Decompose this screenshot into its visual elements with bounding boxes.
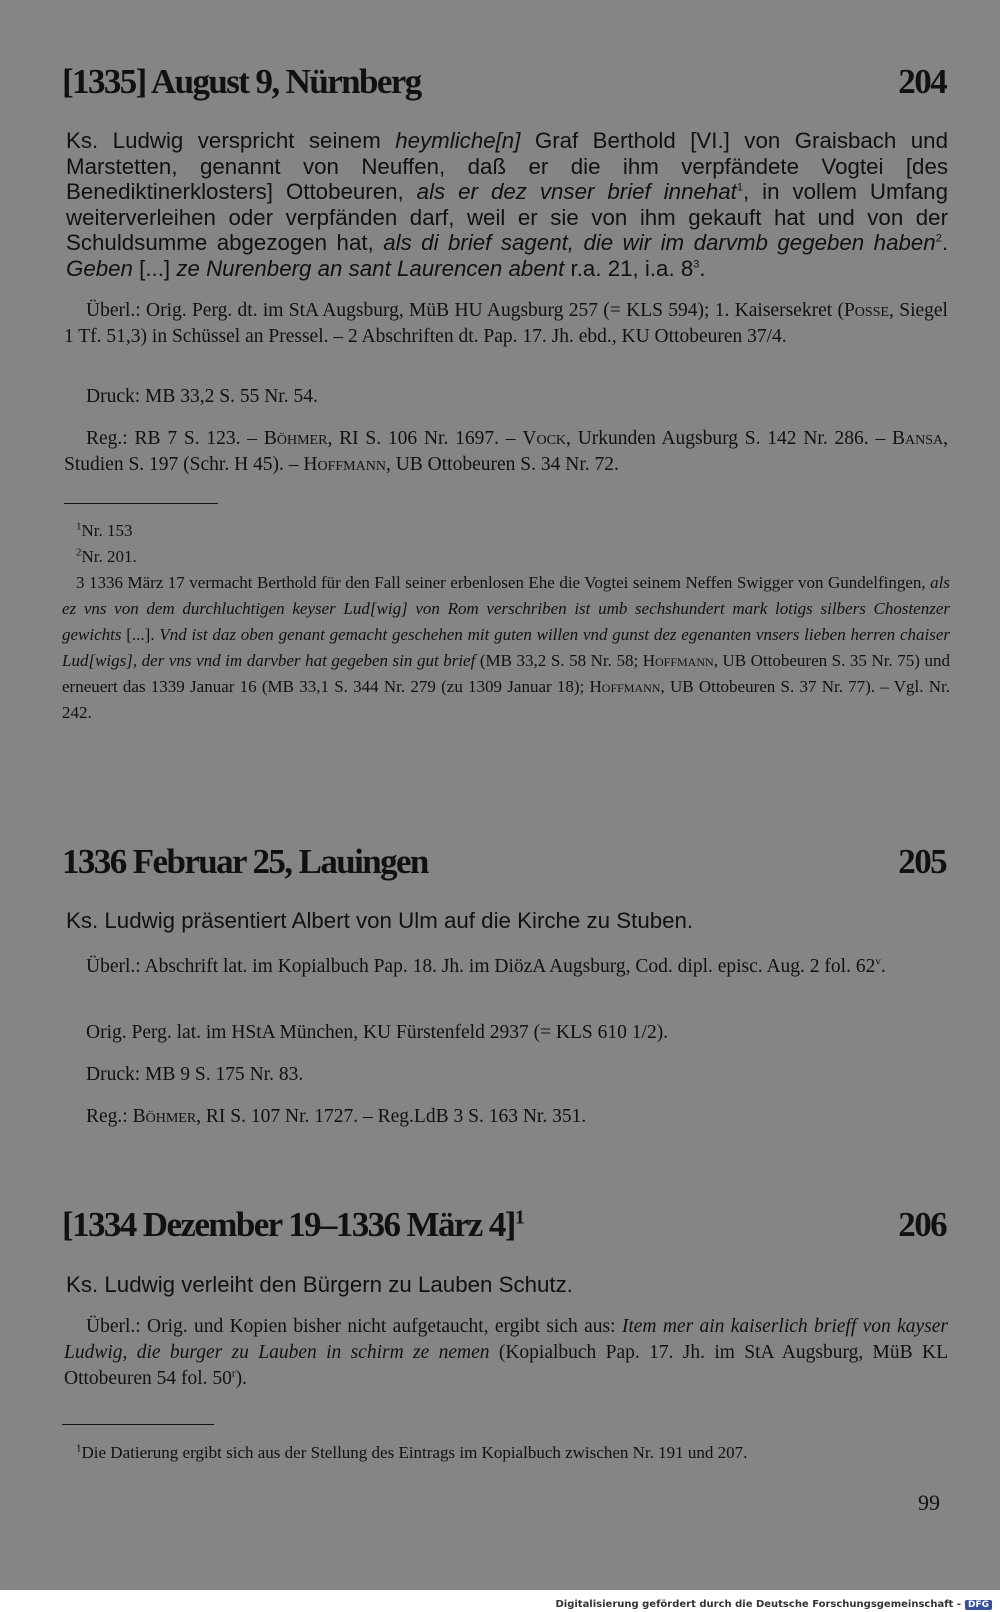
entry-205-reg bbox=[64, 1104, 948, 1130]
text: , UB Ottobeuren S. 37 Nr. 77). – Vgl. Nr. 242. bbox=[62, 677, 950, 722]
text: , Studien S. 197 (Schr. H 45). – bbox=[64, 428, 949, 475]
text: , Urkunden Augsburg S. 142 Nr. 286. – bbox=[566, 428, 893, 449]
entry-204-footnote-3 bbox=[62, 570, 950, 726]
text: . bbox=[880, 956, 886, 977]
footnote-number: 2 bbox=[76, 546, 82, 559]
text: . bbox=[699, 255, 706, 281]
text: Die Datierung ergibt sich aus der Stellung des Eintrags im Kopialbuch zwischen Nr. 191 und 207. bbox=[81, 1443, 748, 1462]
quote: Geben bbox=[66, 255, 133, 281]
entry-206-heading bbox=[62, 1205, 946, 1245]
text: Überl.: Orig. und Kopien bisher nicht aufgetaucht, ergibt sich aus: bbox=[86, 1316, 622, 1337]
quote: heymliche[n] bbox=[395, 128, 521, 153]
text: Ks. Ludwig verleiht den Bürgern zu Lauben Schutz. bbox=[66, 1272, 573, 1297]
footnote-number: 3 bbox=[76, 573, 85, 592]
footnote-ref: 3 bbox=[693, 258, 700, 271]
author: Bansa bbox=[892, 428, 944, 449]
text: , UB Ottobeuren S. 35 Nr. 75) und erneuert das 1339 Januar 16 (MB 33,1 S. 344 Nr. 279 (zu 1309 Januar 18); bbox=[62, 651, 950, 696]
text: Überl.: Orig. Perg. dt. im StA Augsburg, MüB HU Augsburg 257 (= KLS 594); 1. Kaisersekret ( bbox=[86, 300, 844, 321]
text: , RI S. 106 Nr. 1697. – bbox=[327, 428, 523, 449]
text: Ks. Ludwig präsentiert Albert von Ulm auf die Kirche zu Stuben. bbox=[66, 908, 694, 933]
text: , in vollem Umfang weiterverleihen oder verpfänden darf, weil er sie von ihm gekauft hat und von der Schuldsumme abgezogen hat, bbox=[66, 179, 948, 255]
entry-204-reg bbox=[64, 426, 948, 478]
text: r.a. 21, i.a. 8 bbox=[564, 255, 694, 281]
entry-date-place bbox=[62, 1205, 523, 1245]
quote: als ez vns von dem durchluchtigen keyser Lud[wig] von Rom verschriben ist umb sechshundert mark lotigs silbers Chostenzer gewichts bbox=[62, 573, 950, 644]
entry-205-summary bbox=[66, 908, 948, 934]
author: Vock bbox=[522, 428, 567, 449]
entry-date-place: [1335] August 9, Nürnberg bbox=[62, 62, 421, 101]
entry-205-druck bbox=[64, 1062, 948, 1088]
text: Graf Berthold [VI.] von Graisbach und Marstetten, genannt von Neuffen, daß er die ihm verpfändete Vogtei [des Benediktinerklosters] Ottobeuren, bbox=[66, 128, 948, 204]
entry-204-footnote-1 bbox=[62, 518, 950, 544]
text: Nr. 201. bbox=[81, 547, 137, 566]
entry-206-summary bbox=[66, 1272, 948, 1298]
author: Böhmer bbox=[132, 1106, 197, 1127]
author: Hoffmann bbox=[589, 677, 661, 696]
text: (Kopialbuch Pap. 17. Jh. im StA Augsburg, MüB KL Ottobeuren 54 fol. 50 bbox=[64, 1342, 948, 1389]
quote: Vnd ist daz oben genant gemacht geschehen mit guten willen vnd gunst dez egenanten vnsers lieben herren chaiser Lud[wigs], der vns vnd im darvber hat gegeben sin gut brief bbox=[62, 625, 950, 670]
quote: als er dez vnser brief innehat bbox=[416, 179, 737, 204]
footnote-ref: 1 bbox=[514, 1206, 524, 1229]
entry-205-uberl bbox=[64, 954, 948, 980]
text: , UB Ottobeuren S. 34 Nr. 72. bbox=[385, 454, 619, 475]
entry-204-uberl bbox=[64, 298, 948, 350]
text: Nr. 153 bbox=[81, 521, 133, 540]
entry-date-place: 1336 Februar 25, Lauingen bbox=[62, 842, 428, 881]
heading-text: [1334 Dezember 19–1336 März 4] bbox=[62, 1205, 515, 1244]
text: [...] bbox=[132, 255, 177, 281]
page-number: 99 bbox=[918, 1490, 940, 1515]
text: (MB 33,2 S. 58 Nr. 58; bbox=[475, 651, 643, 670]
author: Posse bbox=[843, 300, 890, 321]
folio-side: v bbox=[875, 955, 881, 968]
text: Orig. Perg. lat. im HStA München, KU Fürstenfeld 2937 (= KLS 610 1/2). bbox=[86, 1022, 669, 1043]
footnote-ref: 1 bbox=[736, 181, 743, 194]
entry-204-summary bbox=[66, 128, 948, 281]
text: 1336 März 17 vermacht Berthold für den Fall seiner erbenlosen Ehe die Vogtei seinem Neffen Swigger von Gundelfingen, bbox=[84, 573, 931, 592]
footer-text: Digitalisierung gefördert durch die Deutsche Forschungsgemeinschaft - bbox=[555, 1599, 961, 1610]
footnote-ref: 2 bbox=[935, 232, 942, 245]
text: ). bbox=[235, 1368, 247, 1389]
entry-number: 204 bbox=[898, 62, 946, 101]
entry-204-heading bbox=[62, 62, 946, 102]
text: Reg.: bbox=[86, 1106, 133, 1127]
entry-205-heading bbox=[62, 842, 946, 882]
text: Überl.: Abschrift lat. im Kopialbuch Pap. 18. Jh. im DiözA Augsburg, Cod. dipl. episc. Aug. 2 fol. 62 bbox=[86, 956, 876, 977]
footnote-divider bbox=[62, 1424, 214, 1425]
digitization-footer bbox=[555, 1599, 992, 1610]
text: Druck: MB 33,2 S. 55 Nr. 54. bbox=[86, 386, 318, 407]
text: Reg.: RB 7 S. 123. – bbox=[86, 428, 264, 449]
entry-number: 205 bbox=[898, 842, 946, 881]
entry-206-footnote-1 bbox=[62, 1440, 950, 1466]
quote: Item mer ain kaiserlich brieff von kayser Ludwig, die burger zu Lauben in schirm ze nemen bbox=[64, 1316, 948, 1363]
footnote-number: 1 bbox=[76, 520, 82, 533]
footnote-divider bbox=[64, 503, 218, 504]
folio-side: r bbox=[231, 1367, 236, 1380]
entry-206-uberl bbox=[64, 1314, 948, 1392]
author: Hoffmann bbox=[303, 454, 386, 475]
text: , RI S. 107 Nr. 1727. – Reg.LdB 3 S. 163 Nr. 351. bbox=[196, 1106, 587, 1127]
entry-205-orig bbox=[64, 1020, 948, 1046]
entry-number: 206 bbox=[898, 1205, 946, 1244]
text: [...]. bbox=[121, 625, 160, 644]
text: Druck: MB 9 S. 175 Nr. 83. bbox=[86, 1064, 304, 1085]
footnote-number: 1 bbox=[76, 1442, 82, 1455]
quote: ze Nurenberg an sant Laurencen abent bbox=[176, 255, 565, 281]
text: Ks. Ludwig verspricht seinem bbox=[66, 128, 396, 153]
text: . bbox=[941, 230, 949, 255]
author: Hoffmann bbox=[642, 651, 714, 670]
text: , Siegel 1 Tf. 51,3) in Schüssel an Pressel. – 2 Abschriften dt. Pap. 17. Jh. ebd., KU Ottobeuren 37/4. bbox=[64, 300, 948, 347]
author: Böhmer bbox=[263, 428, 328, 449]
entry-204-druck bbox=[64, 384, 948, 410]
quote: als di brief sagent, die wir im darvmb gegeben haben bbox=[383, 230, 936, 255]
entry-204-footnote-2 bbox=[62, 544, 950, 570]
dfg-logo: DFG bbox=[965, 1600, 992, 1610]
